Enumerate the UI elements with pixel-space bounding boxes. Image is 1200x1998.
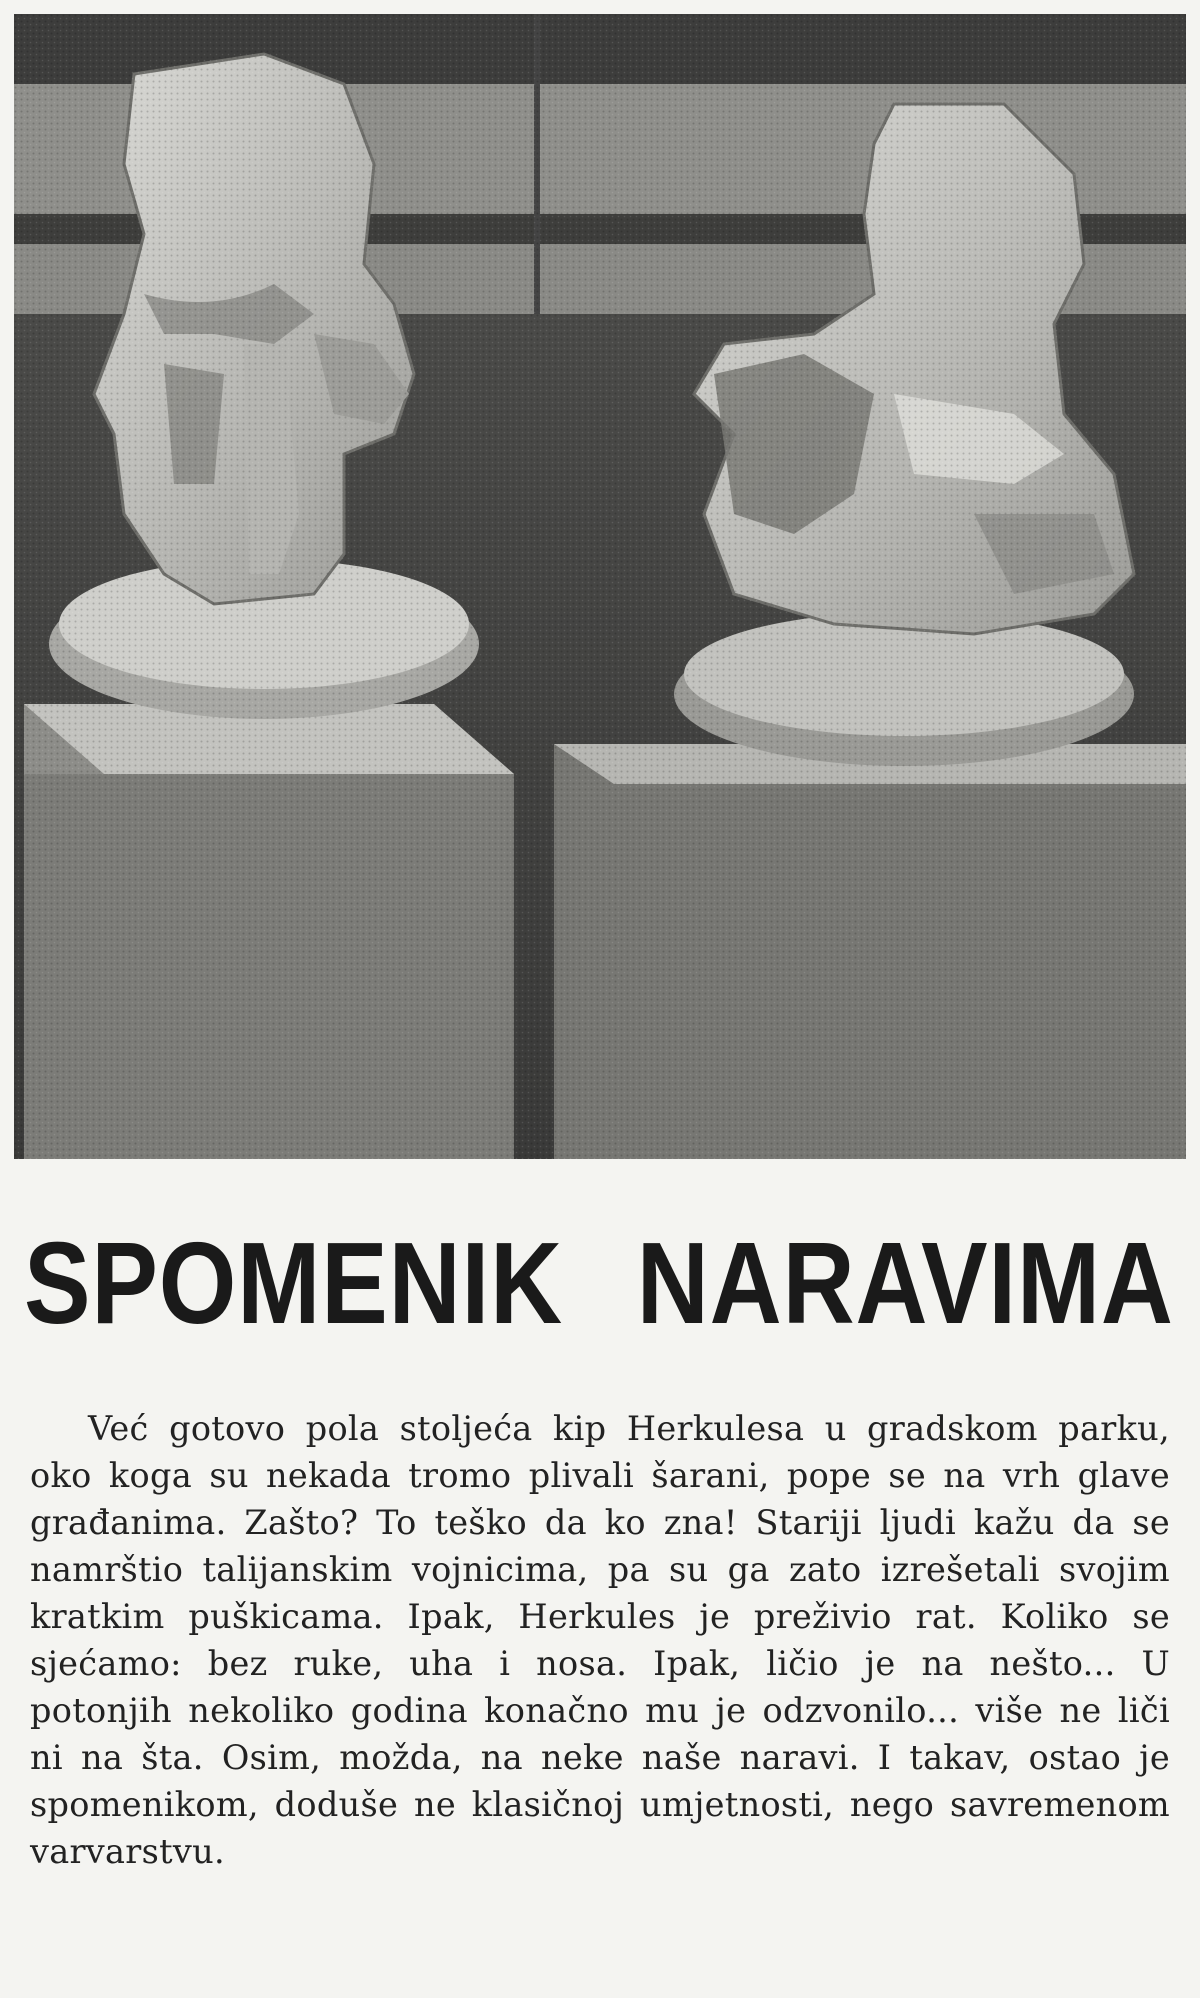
headline-word-1: SPOMENIK [24, 1218, 564, 1348]
article-body: Već gotovo pola stoljeća kip Herkulesa u gradskom parku, oko koga su nekada tromo plivali šarani, pope se na vrh glave građanima. Zašto? To teško da ko zna! Stariji ljudi kažu da se namrštio talijanskim vojnicima, pa su ga zato izrešetali svojim kratkim puškicama. Ipak, Herkules je preživio rat. Koliko se sjećamo: bez ruke, uha i nosa. Ipak, ličio je na nešto... U potonjih nekoliko godina konačno mu je odzvonilo... više ne liči ni na šta. Osim, možda, na neke naše naravi. I takav, ostao je spomenikom, doduše ne klasičnoj umjetnosti, nego savremenom varvarstvu. [30, 1409, 1170, 1871]
statues-photo [14, 14, 1186, 1159]
headline-word-2: NARAVIMA [636, 1218, 1174, 1348]
article-headline [24, 1218, 1174, 1348]
